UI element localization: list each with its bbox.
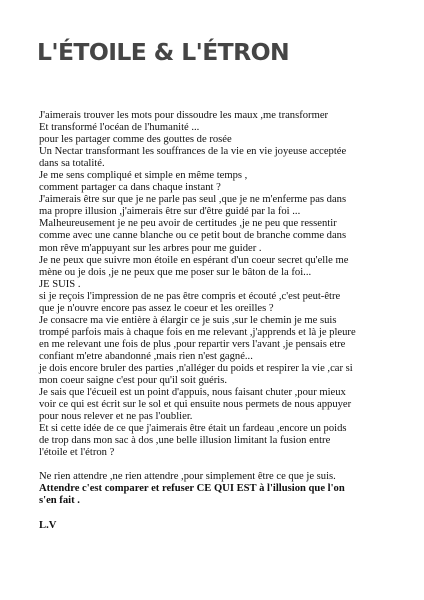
poem-line: Je consacre ma vie entière à élargir ce je suis ,sur le chemin je me suis — [39, 314, 337, 326]
poem-line: Et si cette idée de ce que j'aimerais être était un fardeau ,encore un poids — [39, 423, 347, 435]
poem-line: Je sais que l'écueil est un point d'appuis, nous faisant chuter ,pour mieux — [39, 387, 346, 399]
signature: L.V — [39, 519, 57, 531]
poem-line: Malheureusement je ne peu avoir de certitudes ,je ne peu que ressentir — [39, 218, 337, 230]
poem-line: mène ou je dois ,je ne peux que me poser sur le bâton de la foi... — [39, 266, 312, 278]
poem-line: dans sa totalité. — [39, 158, 105, 170]
poem-line: si je reçois l'impression de ne pas être compris et écouté ,c'est peut-être — [39, 290, 341, 302]
poem-line: de trop dans mon sac à dos ,une belle illusion limitant la fusion entre — [39, 435, 331, 447]
poem-line: J'aimerais être sur que je ne parle pas seul ,que je ne m'enferme pas dans — [39, 194, 347, 206]
poem-line: voir ce qui est écrit sur le sol et qui ensuite nous permets de nous appuyer — [39, 399, 352, 411]
poem-line: Je ne peux que suivre mon étoile en espérant d'un coeur secret qu'elle me — [39, 254, 349, 266]
bold-closing-line: s'en fait . — [39, 495, 80, 507]
poem-line: mon rêve m'appuyant sur les arbres pour me guider . — [39, 242, 262, 254]
poem-lines — [39, 110, 411, 459]
poem-line: comme avec une canne blanche ou ce petit bout de branche comme dans — [39, 230, 347, 242]
poem-line: pour les partager comme des gouttes de rosée — [39, 134, 232, 146]
closing-line: Ne rien attendre ,ne rien attendre ,pour simplement être ce que je suis. — [39, 471, 336, 483]
poem-line: je dois encore bruler des parties ,n'alléger du poids et respirer la vie ,car si — [39, 362, 353, 374]
poem-line: trompé parfois mais à chaque fois en me relevant ,j'apprends et là je pleure — [39, 326, 356, 338]
poem-line: comment partager ca dans chaque instant ? — [39, 182, 221, 194]
document-title: L'ÉTOILE & L'ÉTRON — [37, 38, 290, 66]
poem-line: Je me sens compliqué et simple en même temps , — [39, 170, 248, 182]
signature-gap — [39, 508, 411, 520]
poem-line: confiant m'etre abandonné ,mais rien n'est gagné... — [39, 350, 253, 362]
stanza-gap — [39, 459, 411, 471]
poem-line: pour nous relever et ne pas l'oublier. — [39, 411, 193, 423]
bold-closing-line: Attendre c'est comparer et refuser CE QUI EST à l'illusion que l'on — [39, 483, 345, 495]
poem-body — [39, 110, 411, 532]
poem-line: l'étoile et l'étron ? — [39, 447, 115, 459]
poem-line: mon coeur saigne c'est pour qu'il soit guéris. — [39, 375, 227, 387]
poem-line: J'aimerais trouver les mots pour dissoudre les maux ,me transformer — [39, 110, 329, 121]
poem-line: en me relevant une fois de plus ,pour repartir vers l'avant ,je pensais etre — [39, 338, 346, 350]
poem-line: ma propre illusion ,j'aimerais être sur d'être guidé par la foi ... — [39, 206, 301, 218]
poem-line: que je n'ouvre encore pas assez le coeur et les oreilles ? — [39, 302, 274, 314]
poem-line: Un Nectar transformant les souffrances de la vie en vie joyeuse acceptée — [39, 146, 347, 158]
poem-line: Et transformé l'océan de l'humanité ... — [39, 122, 200, 134]
poem-line: JE SUIS . — [39, 278, 81, 290]
